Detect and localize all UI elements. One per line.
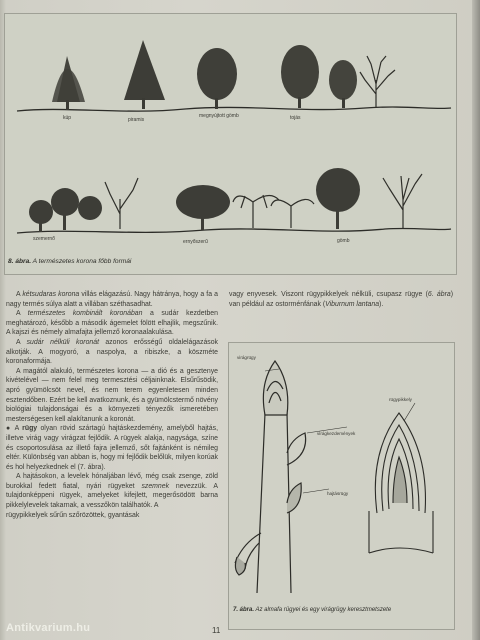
figure-8-caption-text: A természetes korona főbb formái: [31, 258, 132, 265]
label-viragrugy: virágrügy: [237, 355, 256, 360]
page-spine-shadow: [472, 0, 480, 640]
label-gomb: gömb: [337, 238, 350, 244]
right-text-column: [229, 290, 453, 309]
paragraph-rugy: ● A rügy olyan rövid szártagú hajtáskezdemény, amelyből hajtás, illetve virág vagy virágzat fejlődik. A rügyek alakja, nagysága, színe és csoportosulása az illető fajra jellemző, sőt fajtánként is némileg eltér. Különbség van abban is, hogy mi fejlődik belőlük, milyen korúak és hol helyezkednek el (7. ábra).: [6, 425, 219, 471]
label-megnyujtott-gomb: megnyújtott gömb: [199, 113, 239, 119]
figure-8-crown-forms: [4, 13, 457, 275]
figure-7-caption: [233, 607, 449, 615]
watermark: Antikvarium.hu: [6, 622, 91, 634]
apple-buds-illustration: [229, 343, 456, 631]
paragraph-sudar-nelkuli: A sudár nélküli koronát azonos erősségű oldalelágazások alkotják. A mogyoró, a naspolya, a ribiszke, a köszméte koronaformája.: [6, 338, 218, 366]
figure-7-number: 7. ábra.: [233, 607, 255, 613]
paragraph-ketsudaras: A kétsudaras korona villás elágazású. Nagy hátránya, hogy a fa a nagy termés súlya alatt a villában széthasadhat.: [6, 291, 218, 308]
page-number: 11: [212, 626, 221, 635]
paragraph-hajtasok: A hajtásokon, a levelek hónaljában lévő, még csak zsenge, zöld burokkal fedett fiatal, nyári rügyeket szemnek nevezzük. A tulajdonképpeni rügyek, amelyeket kifejlett, megerősödött barna pikkelylevelek takarnak, a vesszőkön találhatók. A: [6, 473, 218, 510]
label-kup: kúp: [63, 115, 72, 121]
label-piramis: piramis: [128, 117, 145, 123]
paragraph-rugypikkelyek: rügypikkelyek sűrűn szőrözöttek, gyantásak: [6, 511, 140, 519]
figure-7-caption-text: Az almafa rügyei és egy virágrügy keresztmetszete: [254, 607, 392, 613]
crown-forms-illustration: [5, 14, 458, 276]
label-hajtasrugy: hajtásrügy: [327, 491, 349, 496]
paragraph-csupasz-rugy: vagy enyvesek. Viszont rügypikkelyek nélküli, csupasz rügye (6. ábra) van például az ostorménfának (Viburnum lantana).: [229, 291, 453, 308]
label-ernyoszeru: ernyőszerű: [183, 239, 208, 245]
label-tojas: tojás: [290, 115, 301, 121]
figure-8-caption: [8, 258, 131, 265]
label-rugypikkely: rügypikkely: [389, 397, 412, 402]
figure-8-number: 8. ábra.: [8, 258, 32, 265]
figure-7-apple-buds: [228, 342, 455, 630]
label-szemerno: szemernő: [33, 236, 55, 242]
paragraph-termeszetes-korona: A magától alakuló, természetes korona — a dió és a gesztenye kivételével — nem felel meg termesztési céljainknak. Elsűrűsödik, apró gyümölcsöt nevel, és nem terem egyenletesen minden esztendőben. Ezért be kell avatkoznunk, és a gyümölcstermő növény biológiai tulajdonságai és a környezeti tényezők ismeretében mesterségesen kell alakítanunk a koronát.: [6, 367, 218, 423]
left-text-column: [6, 290, 218, 520]
paragraph-kombinalt: A természetes kombinált koronában a sudár kezdetben meghatározó, később a második ágemelet fölött elhajlik, megszűnik. A kajszi és némely almafajta jellemző koronaalakulása.: [6, 310, 218, 337]
label-viragkezdemenyek: virágkezdemények: [317, 431, 356, 436]
